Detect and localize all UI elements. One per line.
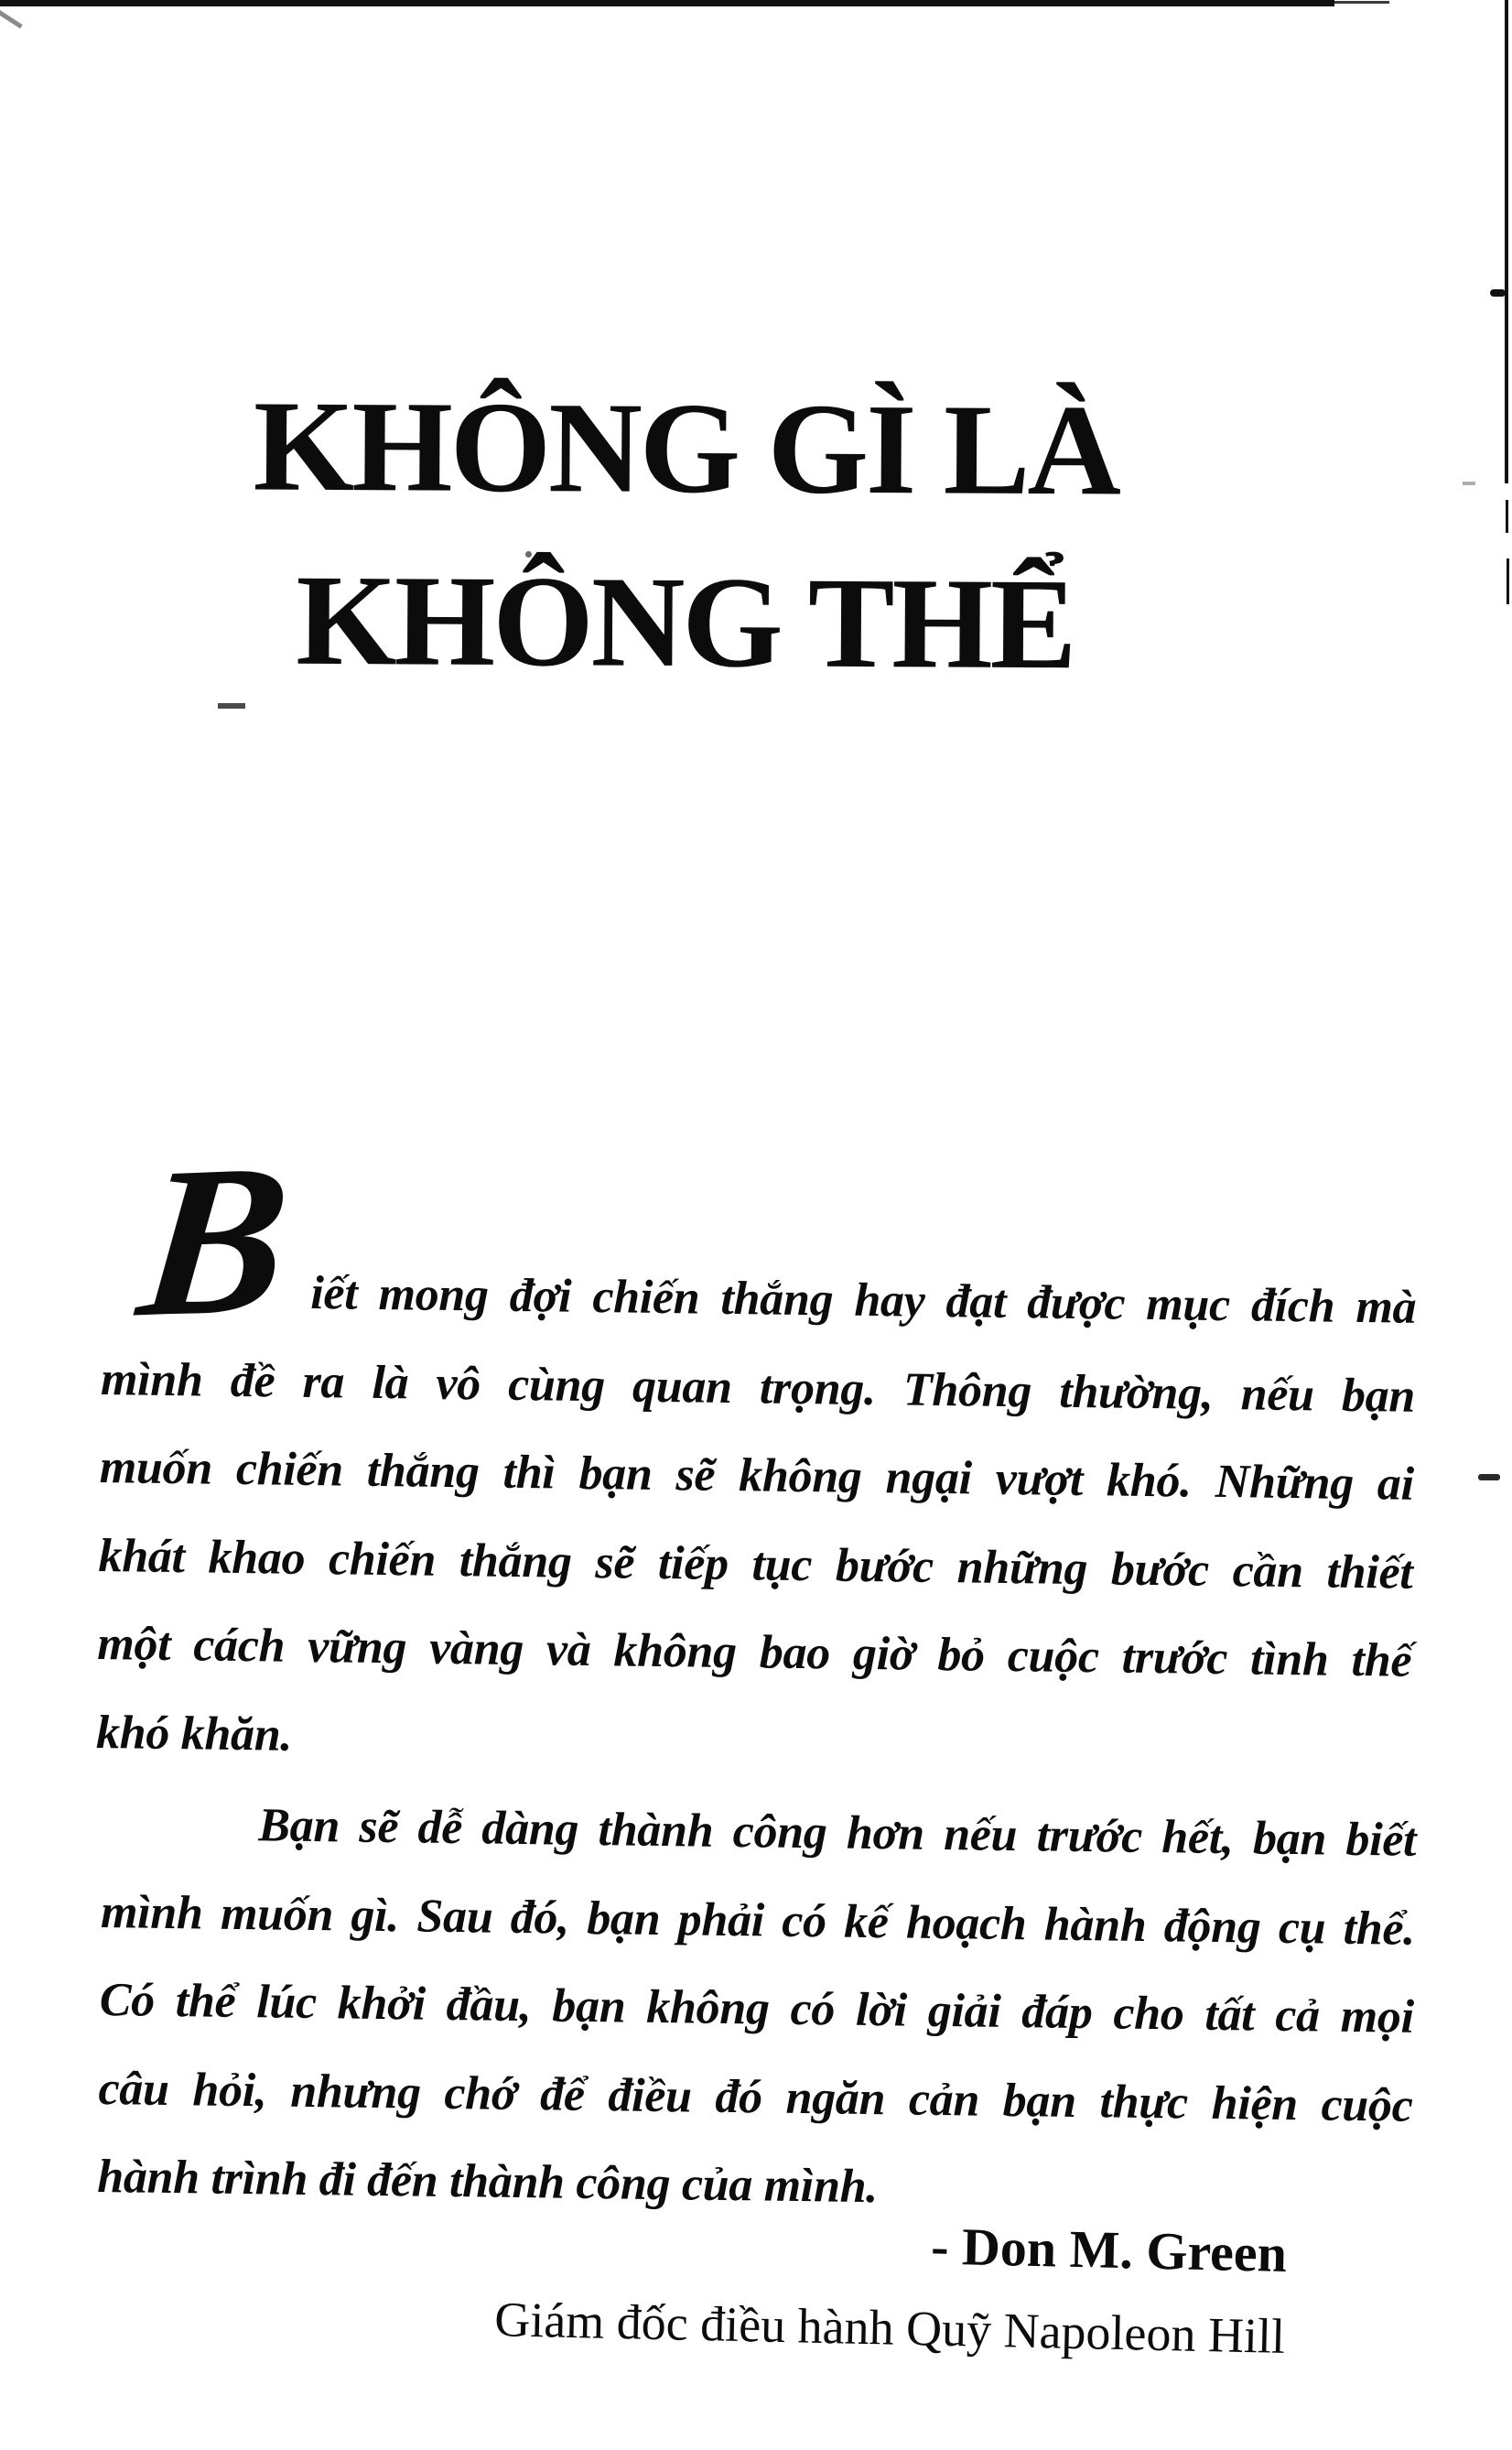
paragraph-1-line: khát khao chiến thắng sẽ tiếp tục bước những bước cần thiết — [98, 1529, 1413, 1599]
scan-artifact-corner-mark — [0, 9, 23, 29]
attribution — [493, 2200, 1288, 2382]
attribution-role: Giám đốc điều hành Quỹ Napoleon Hill — [493, 2292, 1286, 2364]
paragraph-2 — [97, 1780, 1417, 2239]
page-title — [0, 357, 1373, 712]
paragraph-1-line: iết mong đợi chiến thắng hay đạt được mục đích mà — [309, 1266, 1417, 1334]
scan-artifact-top-bar-tail — [1334, 1, 1389, 4]
paragraph-2-line: Có thể lúc khởi đầu, bạn không có lời giải đáp cho tất cả mọi — [99, 1973, 1415, 2043]
page-title-line-2: KHÔNG THỂ — [296, 547, 1075, 697]
paragraph-1-line: mình đề ra là vô cùng quan trọng. Thông thường, nếu bạn — [100, 1352, 1416, 1423]
scan-artifact-margin-dash — [1478, 1474, 1500, 1480]
paragraph-1 — [95, 1118, 1417, 1794]
page-title-line-1: KHÔNG GÌ LÀ — [253, 373, 1119, 523]
paragraph-2-line: câu hỏi, nhưng chớ để điều đó ngăn cản bạn thực hiện cuộc — [98, 2062, 1413, 2132]
paragraph-1-line: khó khăn. — [95, 1706, 293, 1762]
scan-artifact-top-bar — [0, 0, 1334, 6]
scan-artifact-faint-mark — [1463, 482, 1475, 485]
paragraph-1-line: một cách vững vàng và không bao giờ bỏ cuộc trước tình thế — [96, 1617, 1412, 1687]
paragraph-2-line: hành trình đi đến thành công của mình. — [96, 2150, 879, 2214]
paragraph-2-line: Bạn sẽ dễ dàng thành công hơn nếu trước hết, bạn biết — [257, 1799, 1417, 1867]
scan-artifact-right-line — [1505, 0, 1508, 483]
paragraph-2-line: mình muốn gì. Sau đó, bạn phải có kế hoạch hành động cụ thể. — [100, 1885, 1416, 1956]
scan-artifact-right-dash — [1506, 500, 1508, 533]
scan-artifact-right-dash — [1507, 558, 1509, 604]
paragraph-1-line: muốn chiến thắng thì bạn sẽ không ngại vượt khó. Những ai — [99, 1440, 1415, 1511]
scan-artifact-right-dot — [1490, 289, 1506, 297]
attribution-author: - Don M. Green — [930, 2216, 1288, 2283]
drop-cap: B — [130, 1118, 299, 1362]
